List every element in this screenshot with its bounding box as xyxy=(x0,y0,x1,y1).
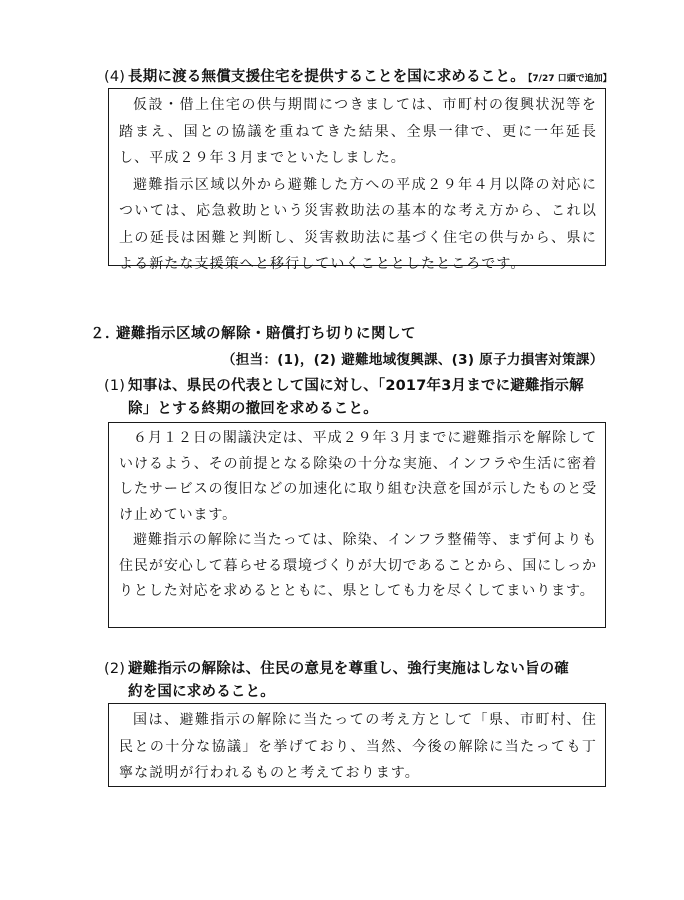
item-2-number: (2) xyxy=(104,661,126,677)
item-2-answer-paragraph-1: 国は、避難指示の解除に当たっての考え方として「県、市町村、住民との十分な協議」を挙げており、当然、今後の解除に当たっても丁寧な説明が行われるものと考えております。 xyxy=(119,712,597,781)
item-2-answer-box xyxy=(108,703,606,787)
item-4-answer-paragraph-2: 避難指示区域以外から避難した方への平成２９年４月以降の対応については、応急救助という災害救助法の基本的な考え方から、これ以上の延長は困難と判断し、災害救助法に基づく住宅の供与から、県による新たな支援策へと移行していくこととしたところです。 xyxy=(119,176,597,272)
item-1-answer-paragraph-1: ６月１２日の閣議決定は、平成２９年３月までに避難指示を解除していけるよう、その前提となる除染の十分な実施、インフラや生活に密着したサービスの復旧などの加速化に取り組む決意を国が示したものと受け止めています。 xyxy=(119,430,597,523)
section-2-number: ２． xyxy=(90,326,120,342)
item-1-number: (1) xyxy=(104,378,126,394)
item-4-answer-box xyxy=(108,88,606,272)
item-4-note: 【7/27 口頭で追加】 xyxy=(527,74,612,84)
item-2-title-line-2: 約を国に求めること。 xyxy=(128,684,275,700)
item-4-answer-paragraph-1: 仮設・借上住宅の供与期間につきましては、市町村の復興状況等を踏まえ、国との協議を重ねてきた結果、全県一律で、更に一年延長し、平成２９年３月までといたしました。 xyxy=(119,97,597,166)
section-2-heading xyxy=(90,323,416,345)
item-1-title-line-1: 知事は、県民の代表として国に対し、「2017年3月までに避難指示解 xyxy=(128,378,584,394)
section-2-responsible: （担当：(1)，(2) 避難地域復興課、(3) 原子力損害対策課） xyxy=(222,352,604,368)
item-4-number: (4) xyxy=(104,69,126,85)
item-2-heading xyxy=(104,658,569,704)
item-4-title: 長期に渡る無償支援住宅を提供することを国に求めること。 xyxy=(128,69,525,85)
section-2-title: 避難指示区域の解除・賠償打ち切りに関して xyxy=(116,326,416,342)
item-1-answer-paragraph-2: 避難指示の解除に当たっては、除染、インフラ整備等、まず何よりも住民が安心して暮らせる環境づくりが大切であることから、国にしっかりとした対応を求めるとともに、県としても力を尽くしてまいります。 xyxy=(119,532,597,599)
item-1-heading xyxy=(104,375,584,421)
item-1-title-line-2: 除」とする終期の撤回を求めること。 xyxy=(128,401,378,417)
item-1-answer-box xyxy=(108,422,606,628)
item-2-title-line-1: 避難指示の解除は、住民の意見を尊重し、強行実施はしない旨の確 xyxy=(128,661,569,677)
